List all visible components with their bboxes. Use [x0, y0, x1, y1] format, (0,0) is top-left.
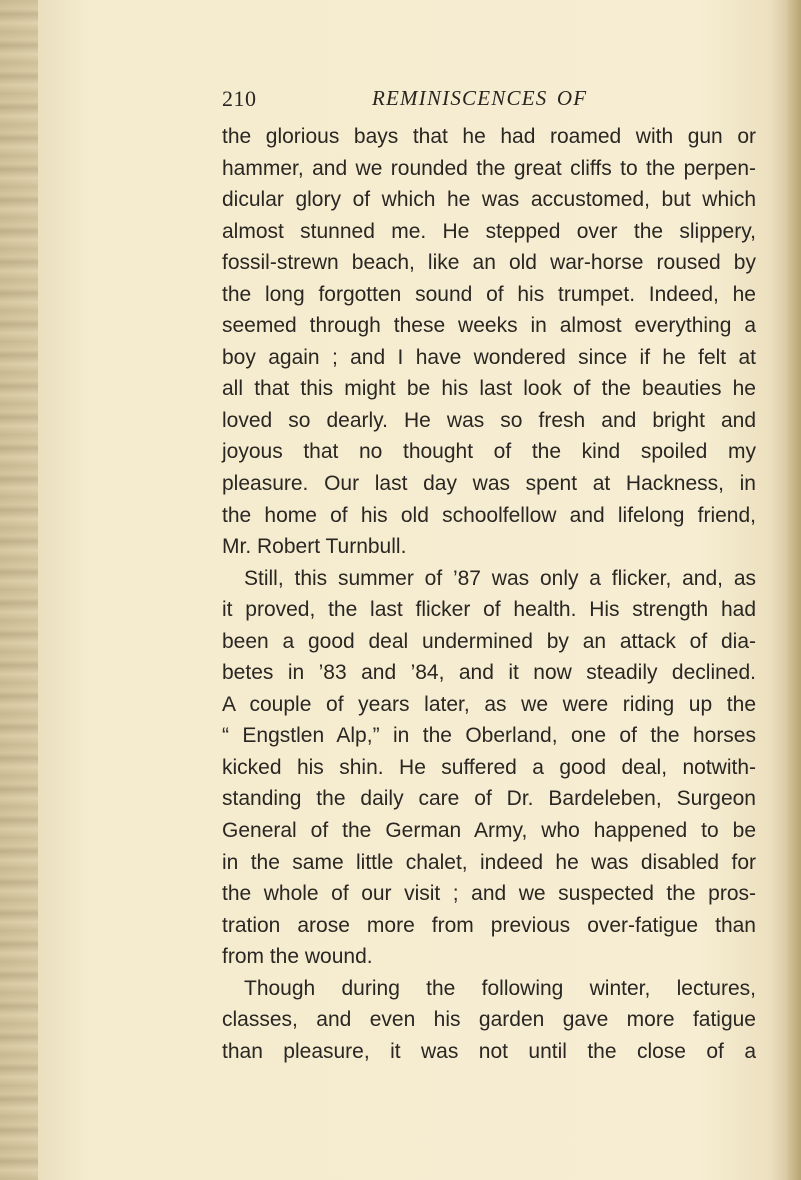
- text-line: the whole of our visit ; and we suspected the pros-: [222, 882, 756, 906]
- text-line: General of the German Army, who happened to be: [222, 819, 756, 843]
- text-line: the long forgotten sound of his trumpet. Indeed, he: [222, 282, 756, 306]
- text-line: it proved, the last flicker of health. His strength had: [222, 598, 756, 622]
- page-number: 210: [222, 86, 257, 111]
- page-right-edge: [787, 0, 801, 1180]
- text-line: loved so dearly. He was so fresh and bright and: [222, 408, 756, 432]
- text-line: the home of his old schoolfellow and lifelong friend,: [222, 503, 756, 527]
- text-line: dicular glory of which he was accustomed, but which: [222, 188, 756, 212]
- body-text: [222, 121, 756, 1067]
- text-line: from the wound.: [222, 945, 373, 969]
- text-line: than pleasure, it was not until the close of a: [222, 1039, 756, 1063]
- running-title: REMINISCENCES OF: [372, 86, 588, 110]
- text-line: betes in ’83 and ’84, and it now steadily declined.: [222, 661, 756, 685]
- text-line: Though during the following winter, lectures,: [244, 976, 756, 1000]
- text-line: Mr. Robert Turnbull.: [222, 535, 407, 559]
- text-line: pleasure. Our last day was spent at Hackness, in: [222, 472, 756, 496]
- text-line: tration arose more from previous over-fatigue than: [222, 913, 756, 937]
- text-line: Still, this summer of ’87 was only a flicker, and, as: [244, 566, 756, 590]
- text-line: standing the daily care of Dr. Bardeleben, Surgeon: [222, 787, 756, 811]
- text-line: A couple of years later, as we were riding up the: [222, 692, 756, 716]
- page-header: [222, 86, 752, 120]
- text-line: almost stunned me. He stepped over the slippery,: [222, 219, 756, 243]
- text-line: all that this might be his last look of the beauties he: [222, 377, 756, 401]
- text-line: been a good deal undermined by an attack of dia-: [222, 629, 756, 653]
- text-line: hammer, and we rounded the great cliffs to the perpen-: [222, 156, 756, 180]
- text-line: seemed through these weeks in almost everything a: [222, 314, 756, 338]
- page-binding-edge: [0, 0, 38, 1180]
- text-line: joyous that no thought of the kind spoiled my: [222, 440, 756, 464]
- text-line: boy again ; and I have wondered since if he felt at: [222, 345, 756, 369]
- text-line: fossil-strewn beach, like an old war-horse roused by: [222, 251, 756, 275]
- text-line: kicked his shin. He suffered a good deal, notwith-: [222, 755, 756, 779]
- text-line: in the same little chalet, indeed he was disabled for: [222, 850, 756, 874]
- text-line: the glorious bays that he had roamed with gun or: [222, 125, 756, 148]
- text-line: classes, and even his garden gave more fatigue: [222, 1008, 756, 1032]
- text-line: “ Engstlen Alp,” in the Oberland, one of the horses: [222, 724, 756, 748]
